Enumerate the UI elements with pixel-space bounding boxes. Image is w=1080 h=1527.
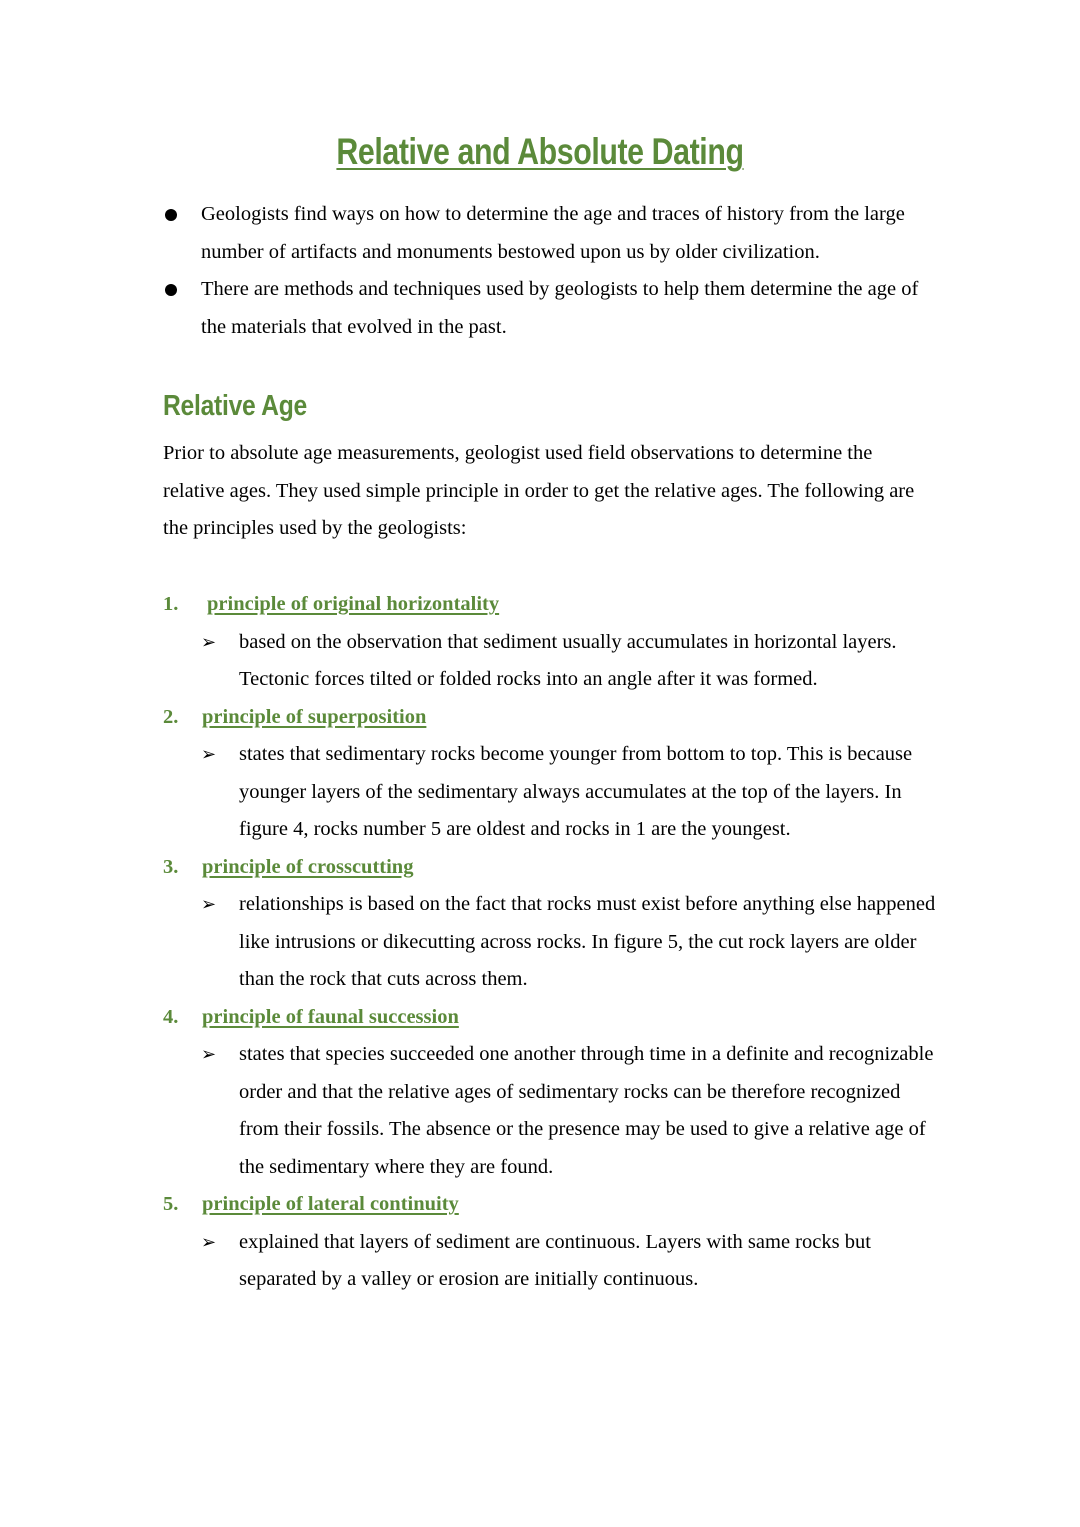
- section-paragraph: Prior to absolute age measurements, geologist used field observations to determine the relative ages. They used simple principle in order to get the relative ages. The following are the principles used by the geologists:: [163, 442, 915, 539]
- principle-item: [163, 699, 943, 849]
- principle-heading: [163, 849, 943, 887]
- principle-item: [163, 849, 943, 999]
- principle-title: principle of lateral continuity: [202, 1193, 459, 1215]
- principle-title: principle of superposition: [202, 705, 427, 728]
- principle-item: [163, 586, 943, 699]
- page-title: Relative and Absolute Dating: [336, 131, 744, 172]
- principle-description: [163, 1036, 943, 1186]
- principle-number: 5.: [163, 1193, 179, 1215]
- principle-description: [163, 624, 943, 699]
- intro-bullet-item: [163, 196, 933, 271]
- principle-description-text: explained that layers of sediment are continuous. Layers with same rocks but separated by a valley or erosion are initially continuous.: [239, 1230, 871, 1290]
- principle-description-text: states that species succeeded one another through time in a definite and recognizable order and that the relative ages of sedimentary rocks can be therefore recognized from their fossils. The absence or the presence may be used to give a relative age of the sedimentary where they are found.: [239, 1043, 934, 1178]
- principle-description: [163, 1224, 943, 1299]
- principle-description-text: based on the observation that sediment usually accumulates in horizontal layers. Tectonic forces tilted or folded rocks into an angle after it was formed.: [239, 630, 897, 690]
- arrow-bullet-icon: ➢: [201, 631, 217, 653]
- principle-heading: [163, 586, 943, 624]
- principle-number: 1.: [163, 593, 179, 615]
- principle-heading: [163, 699, 943, 737]
- principle-title: principle of original horizontality: [207, 593, 500, 615]
- intro-bullet-text: Geologists find ways on how to determine the age and traces of history from the large number of artifacts and monuments bestowed upon us by older civilization.: [201, 203, 905, 263]
- principle-title: principle of crosscutting: [202, 855, 414, 878]
- principle-title: principle of faunal succession: [202, 1005, 459, 1028]
- principle-description: [163, 736, 943, 849]
- section-heading-relative-age: Relative Age: [163, 390, 307, 422]
- arrow-bullet-icon: ➢: [201, 1231, 217, 1253]
- arrow-bullet-icon: ➢: [201, 894, 217, 915]
- intro-bullet-item: [163, 271, 933, 346]
- principle-heading: [163, 999, 943, 1037]
- principle-description-text: relationships is based on the fact that rocks must exist before anything else happened like intrusions or dikecutting across rocks. In figure 5, the cut rock layers are older than the rock that cuts across them.: [239, 893, 936, 990]
- principles-list: [163, 586, 943, 1299]
- bullet-dot-icon: [165, 209, 177, 221]
- arrow-bullet-icon: ➢: [201, 744, 217, 765]
- intro-bullet-list: [163, 196, 933, 346]
- principle-number: 2.: [163, 705, 179, 728]
- principle-number: 3.: [163, 855, 179, 878]
- principle-number: 4.: [163, 1005, 179, 1028]
- intro-bullet-text: There are methods and techniques used by geologists to help them determine the age of the materials that evolved in the past.: [201, 278, 919, 338]
- principle-description-text: states that sedimentary rocks become younger from bottom to top. This is because younger layers of the sedimentary always accumulates at the top of the layers. In figure 4, rocks number 5 are oldest and rocks in 1 are the youngest.: [239, 743, 913, 840]
- bullet-dot-icon: [165, 284, 177, 296]
- arrow-bullet-icon: ➢: [201, 1044, 217, 1065]
- principle-item: [163, 999, 943, 1187]
- principle-description: [163, 886, 943, 999]
- principle-heading: [163, 1186, 943, 1224]
- principle-item: [163, 1186, 943, 1299]
